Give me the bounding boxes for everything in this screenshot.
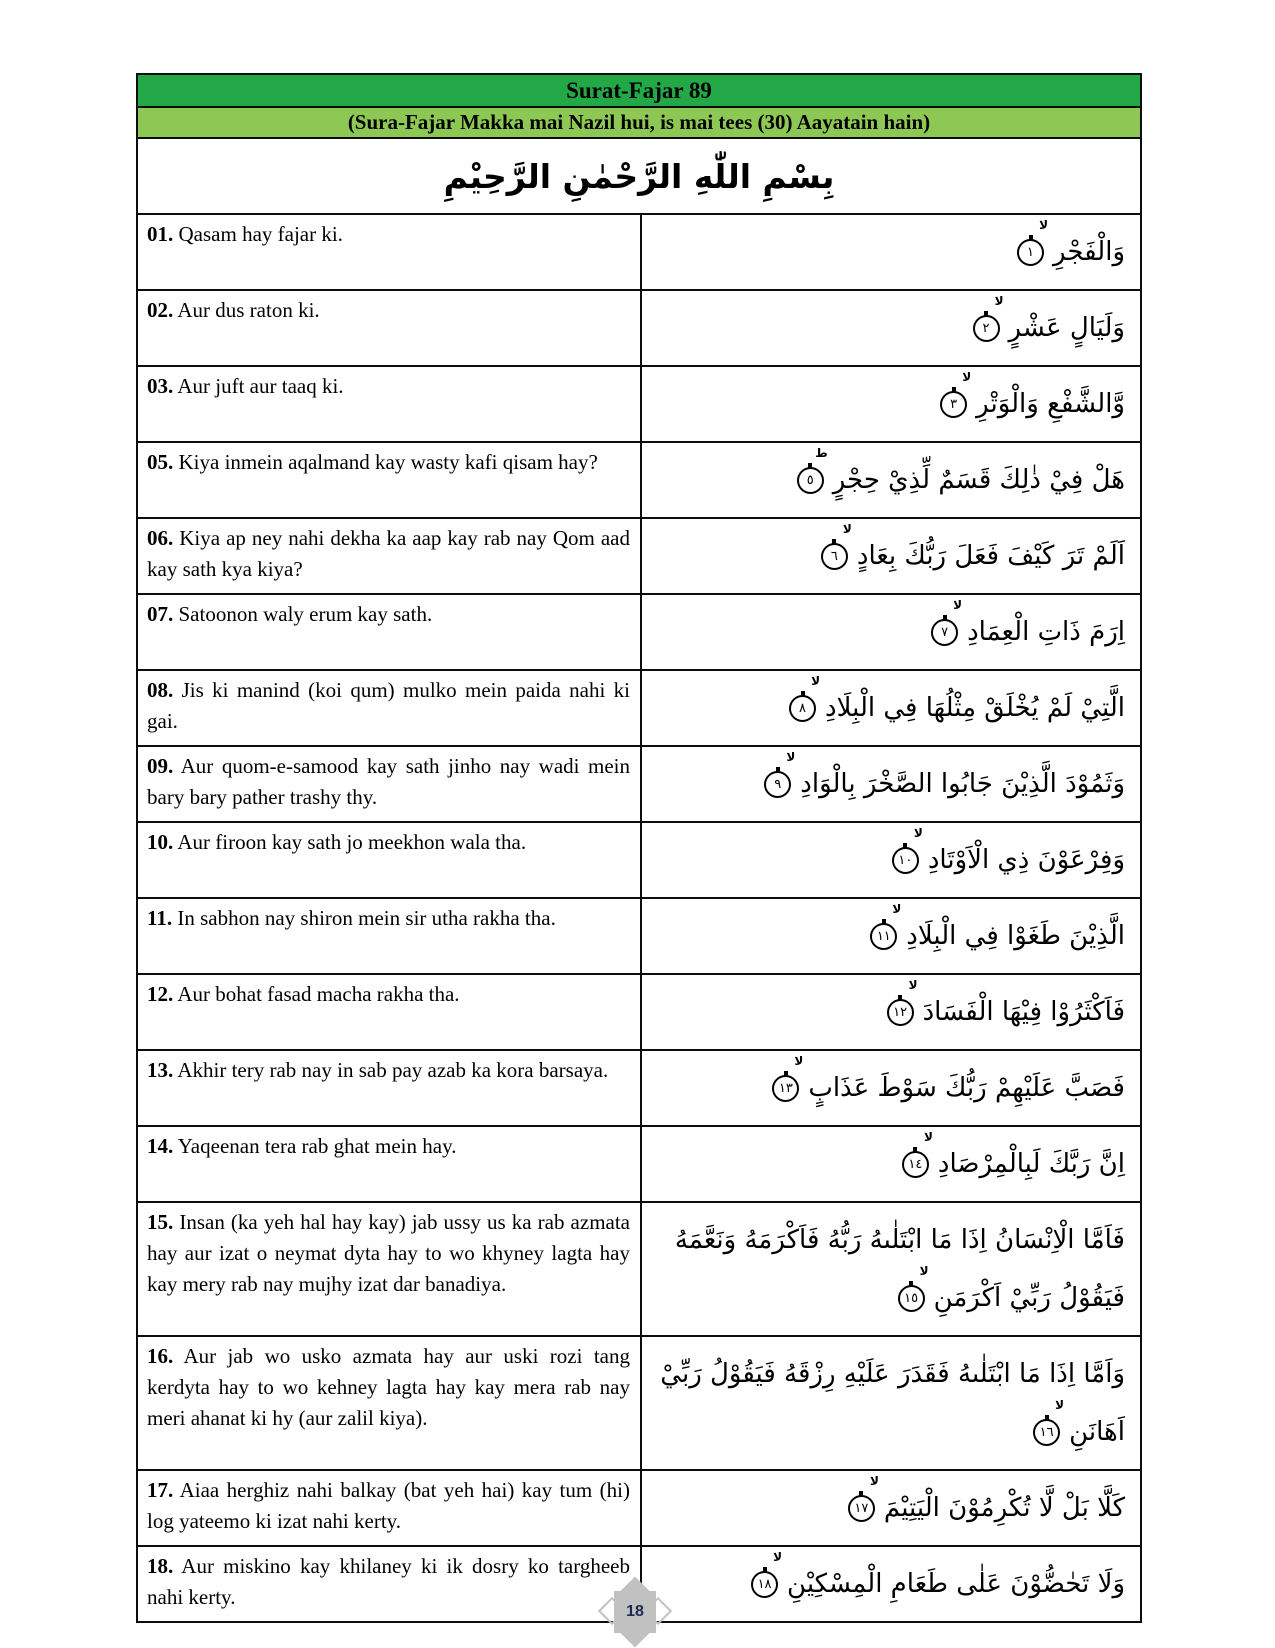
translation-cell — [138, 1051, 642, 1125]
bismillah-row — [138, 139, 1140, 213]
ayah-end-marker — [870, 902, 902, 950]
translation-cell — [138, 975, 642, 1049]
arabic-line — [652, 1054, 1125, 1117]
surah-title: Surat-Fajar 89 — [566, 78, 712, 103]
translation-cell — [138, 899, 642, 973]
surah-title-bar — [138, 75, 1140, 108]
arabic-cell — [642, 1547, 1140, 1621]
arabic-cell — [642, 1051, 1140, 1125]
ayah-end-marker — [797, 446, 828, 494]
stop-sign: لا — [786, 750, 796, 764]
verse-row — [138, 821, 1140, 897]
page-number: 18 — [626, 1603, 644, 1620]
ayah-end-marker — [940, 370, 972, 418]
verse-translation: Aur bohat fasad macha rakha tha. — [177, 982, 460, 1006]
stop-sign: لا — [1039, 218, 1049, 232]
arabic-text: وَّالشَّفْعِ وَالْوَتْرِ — [976, 389, 1125, 419]
surah-subtitle: (Sura-Fajar Makka mai Nazil hui, is mai tees (30) Aayatain hain) — [347, 110, 931, 134]
translation-cell — [138, 1203, 642, 1335]
verse-translation: Aur juft aur taaq ki. — [177, 374, 344, 398]
stop-sign: ط — [815, 446, 828, 460]
arabic-cell — [642, 367, 1140, 441]
arabic-text: فَصَبَّ عَلَيْهِمْ رَبُّكَ سَوْطَ عَذَابٍ — [808, 1073, 1125, 1103]
translation-cell — [138, 671, 642, 745]
verse-number: 09. — [147, 754, 174, 778]
ayah-end-marker — [892, 826, 923, 874]
ayah-number: ٣ — [950, 397, 958, 412]
verse-translation: Aur miskino kay khilaney ki ik dosry ko targheeb nahi kerty. — [147, 1554, 630, 1609]
stop-sign: لا — [794, 1054, 804, 1068]
arabic-cell — [642, 443, 1140, 517]
verse-number: 03. — [147, 374, 174, 398]
arabic-cell — [642, 747, 1140, 821]
verse-row — [138, 1125, 1140, 1201]
ayah-end-marker — [821, 522, 852, 570]
verse-translation: Aur dus raton ki. — [177, 298, 320, 322]
translation-cell — [138, 595, 642, 669]
surah-subtitle-bar — [138, 108, 1140, 139]
verse-number: 12. — [147, 982, 174, 1006]
ayah-end-marker — [764, 750, 796, 798]
translation-cell — [138, 367, 642, 441]
arabic-cell — [642, 215, 1140, 289]
verse-number: 13. — [147, 1058, 174, 1082]
bismillah-text: بِسْمِ اللّٰهِ الرَّحْمٰنِ الرَّحِيْمِ — [443, 156, 835, 196]
ayah-end-marker — [887, 978, 918, 1026]
verse-translation: Qasam hay fajar ki. — [178, 222, 343, 246]
verse-translation: Aur firoon kay sath jo meekhon wala tha. — [177, 830, 527, 854]
stop-sign: لا — [919, 1264, 929, 1278]
arabic-line — [652, 674, 1125, 737]
arabic-text: فَاَمَّا الْاِنْسَانُ اِذَا مَا ابْتَلٰىهُ رَبُّهُ فَاَكْرَمَهُ وَنَعَّمَهُ فَيَقُوْلُ رَبِّيْ اَكْرَمَنِ — [674, 1225, 1125, 1313]
verse-number: 06. — [147, 526, 174, 550]
verse-translation: Kiya inmein aqalmand kay wasty kafi qisam hay? — [178, 450, 598, 474]
ayah-number: ٩ — [774, 777, 782, 792]
stop-sign: لا — [869, 1474, 879, 1488]
verse-number: 08. — [147, 678, 174, 702]
translation-cell — [138, 1337, 642, 1469]
verse-row — [138, 1469, 1140, 1545]
translation-cell — [138, 519, 642, 593]
ayah-end-marker — [1017, 218, 1049, 266]
ayah-number: ١٥ — [904, 1291, 919, 1306]
arabic-text: الَّذِيْنَ طَغَوْا فِي الْبِلَادِ — [906, 921, 1125, 951]
verse-number: 14. — [147, 1134, 174, 1158]
arabic-line — [652, 750, 1125, 813]
verse-translation: Jis ki manind (koi qum) mulko mein paida nahi ki gai. — [147, 678, 631, 733]
ayah-end-marker — [931, 598, 963, 646]
verse-translation: In sabhon nay shiron mein sir utha rakha tha. — [177, 906, 556, 930]
ayah-number: ١٦ — [1039, 1425, 1054, 1440]
stop-sign: لا — [842, 522, 852, 536]
verse-row — [138, 897, 1140, 973]
arabic-line — [652, 522, 1125, 585]
arabic-text: اِنَّ رَبَّكَ لَبِالْمِرْصَادِ — [937, 1149, 1125, 1179]
verse-row — [138, 593, 1140, 669]
arabic-line — [652, 598, 1125, 661]
arabic-line — [652, 1130, 1125, 1193]
verse-row — [138, 213, 1140, 289]
arabic-line — [652, 446, 1125, 509]
verse-number: 17. — [147, 1478, 174, 1502]
arabic-text: الَّتِيْ لَمْ يُخْلَقْ مِثْلُهَا فِي الْبِلَادِ — [825, 693, 1125, 723]
verse-number: 10. — [147, 830, 174, 854]
arabic-cell — [642, 1471, 1140, 1545]
translation-cell — [138, 291, 642, 365]
verse-number: 18. — [147, 1554, 174, 1578]
verse-number: 01. — [147, 222, 174, 246]
verse-row — [138, 973, 1140, 1049]
arabic-cell — [642, 595, 1140, 669]
arabic-text: وَثَمُوْدَ الَّذِيْنَ جَابُوا الصَّخْرَ بِالْوَادِ — [800, 769, 1125, 799]
verse-number: 11. — [147, 906, 173, 930]
arabic-text: اَلَمْ تَرَ كَيْفَ فَعَلَ رَبُّكَ بِعَادٍ — [856, 541, 1125, 571]
ayah-end-marker — [751, 1550, 783, 1598]
verse-row — [138, 1335, 1140, 1469]
arabic-text: فَاَكْثَرُوْا فِيْهَا الْفَسَادَ — [922, 997, 1125, 1027]
verse-row — [138, 365, 1140, 441]
translation-cell — [138, 747, 642, 821]
stop-sign: لا — [923, 1130, 933, 1144]
verse-row — [138, 441, 1140, 517]
translation-cell — [138, 823, 642, 897]
arabic-line — [652, 294, 1125, 357]
ayah-number: ٧ — [941, 625, 949, 640]
arabic-text: وَلَا تَحٰضُّوْنَ عَلٰى طَعَامِ الْمِسْكِيْنِ — [787, 1569, 1125, 1599]
arabic-line — [652, 218, 1125, 281]
ayah-end-marker — [973, 294, 1004, 342]
arabic-text: وَاَمَّا اِذَا مَا ابْتَلٰىهُ فَقَدَرَ عَلَيْهِ رِزْقَهُ فَيَقُوْلُ رَبِّيْ اَهَانَنِ — [660, 1359, 1125, 1447]
arabic-cell — [642, 671, 1140, 745]
ayah-number: ١٣ — [778, 1081, 793, 1096]
verse-translation: Insan (ka yeh hal hay kay) jab ussy us ka rab azmata hay aur izat o neymat dyta hay to wo khyney lagta hay kay mery rab nay mujhy izat dar banadiya. — [147, 1210, 631, 1296]
arabic-line — [652, 978, 1125, 1041]
stop-sign: لا — [811, 674, 820, 688]
arabic-text: كَلَّا بَلْ لَّا تُكْرِمُوْنَ الْيَتِيْمَ — [883, 1493, 1125, 1523]
verse-translation: Aiaa herghiz nahi balkay (bat yeh hai) kay tum (hi) log yateemo ki izat nahi kerty. — [147, 1478, 631, 1533]
translation-cell — [138, 443, 642, 517]
verse-translation: Kiya ap ney nahi dekha ka aap kay rab nay Qom aad kay sath kya kiya? — [147, 526, 630, 581]
verse-translation: Yaqeenan tera rab ghat mein hay. — [177, 1134, 457, 1158]
ayah-end-marker — [902, 1130, 933, 1178]
arabic-cell — [642, 291, 1140, 365]
verse-row — [138, 517, 1140, 593]
arabic-line — [652, 1345, 1125, 1461]
stop-sign: لا — [953, 598, 963, 612]
verse-translation: Satoonon waly erum kay sath. — [178, 602, 433, 626]
arabic-cell — [642, 975, 1140, 1049]
stop-sign: لا — [994, 294, 1004, 308]
arabic-cell — [642, 1203, 1140, 1335]
arabic-line — [652, 902, 1125, 965]
ayah-number: ١٤ — [908, 1157, 923, 1172]
verse-number: 16. — [147, 1344, 174, 1368]
verse-row — [138, 669, 1140, 745]
ayah-end-marker — [789, 674, 820, 722]
arabic-line — [652, 1211, 1125, 1327]
arabic-text: وَفِرْعَوْنَ ذِي الْاَوْتَادِ — [927, 845, 1125, 875]
verses-container — [138, 213, 1140, 1621]
ayah-number: ١ — [1027, 245, 1035, 260]
arabic-cell — [642, 1127, 1140, 1201]
ayah-number: ١٠ — [898, 853, 913, 868]
verse-row — [138, 745, 1140, 821]
ayah-number: ٢ — [982, 321, 990, 336]
ayah-number: ١٨ — [757, 1577, 772, 1592]
stop-sign: لا — [1055, 1398, 1065, 1412]
ayah-end-marker — [848, 1474, 879, 1522]
arabic-text: اِرَمَ ذَاتِ الْعِمَادِ — [967, 617, 1125, 647]
arabic-cell — [642, 519, 1140, 593]
arabic-cell — [642, 899, 1140, 973]
stop-sign: لا — [913, 826, 923, 840]
stop-sign: لا — [962, 370, 972, 384]
ayah-end-marker — [772, 1054, 804, 1102]
verse-translation: Akhir tery rab nay in sab pay azab ka kora barsaya. — [177, 1058, 609, 1082]
verse-row — [138, 1049, 1140, 1125]
stop-sign: لا — [908, 978, 918, 992]
ayah-number: ١٧ — [854, 1501, 869, 1516]
translation-cell — [138, 1127, 642, 1201]
verse-number: 07. — [147, 602, 174, 626]
verse-row — [138, 289, 1140, 365]
arabic-line — [652, 1474, 1125, 1537]
stop-sign: لا — [892, 902, 902, 916]
page-number-badge — [614, 1591, 656, 1633]
ayah-number: ١١ — [876, 929, 891, 944]
arabic-text: هَلْ فِيْ ذٰلِكَ قَسَمٌ لِّذِيْ حِجْرٍ — [832, 465, 1125, 495]
arabic-text: وَلَيَالٍ عَشْرٍ — [1008, 313, 1125, 343]
ayah-end-marker — [1033, 1398, 1065, 1446]
stop-sign: لا — [773, 1550, 783, 1564]
verse-translation: Aur jab wo usko azmata hay aur uski rozi tang kerdyta hay to wo kehney lagta hay kay mera rab nay meri ahanat ki hy (aur zalil kiya). — [147, 1344, 630, 1430]
translation-cell — [138, 1471, 642, 1545]
ornament-bottom-diamond-icon — [619, 1616, 650, 1647]
arabic-cell — [642, 823, 1140, 897]
arabic-line — [652, 826, 1125, 889]
ayah-number: ١٢ — [893, 1005, 908, 1020]
translation-cell — [138, 1547, 642, 1621]
translation-cell — [138, 215, 642, 289]
arabic-line — [652, 1550, 1125, 1613]
ayah-number: ٥ — [806, 473, 814, 488]
surah-table — [136, 73, 1142, 1623]
arabic-line — [652, 370, 1125, 433]
verse-number: 15. — [147, 1210, 174, 1234]
verse-number: 02. — [147, 298, 174, 322]
ayah-end-marker — [898, 1264, 929, 1312]
arabic-cell — [642, 1337, 1140, 1469]
ayah-number: ٦ — [830, 549, 838, 564]
verse-row — [138, 1201, 1140, 1335]
verse-number: 05. — [147, 450, 174, 474]
verse-translation: Aur quom-e-samood kay sath jinho nay wadi mein bary bary pather trashy thy. — [147, 754, 631, 809]
arabic-text: وَالْفَجْرِ — [1053, 237, 1125, 267]
ayah-number: ٨ — [799, 701, 806, 716]
